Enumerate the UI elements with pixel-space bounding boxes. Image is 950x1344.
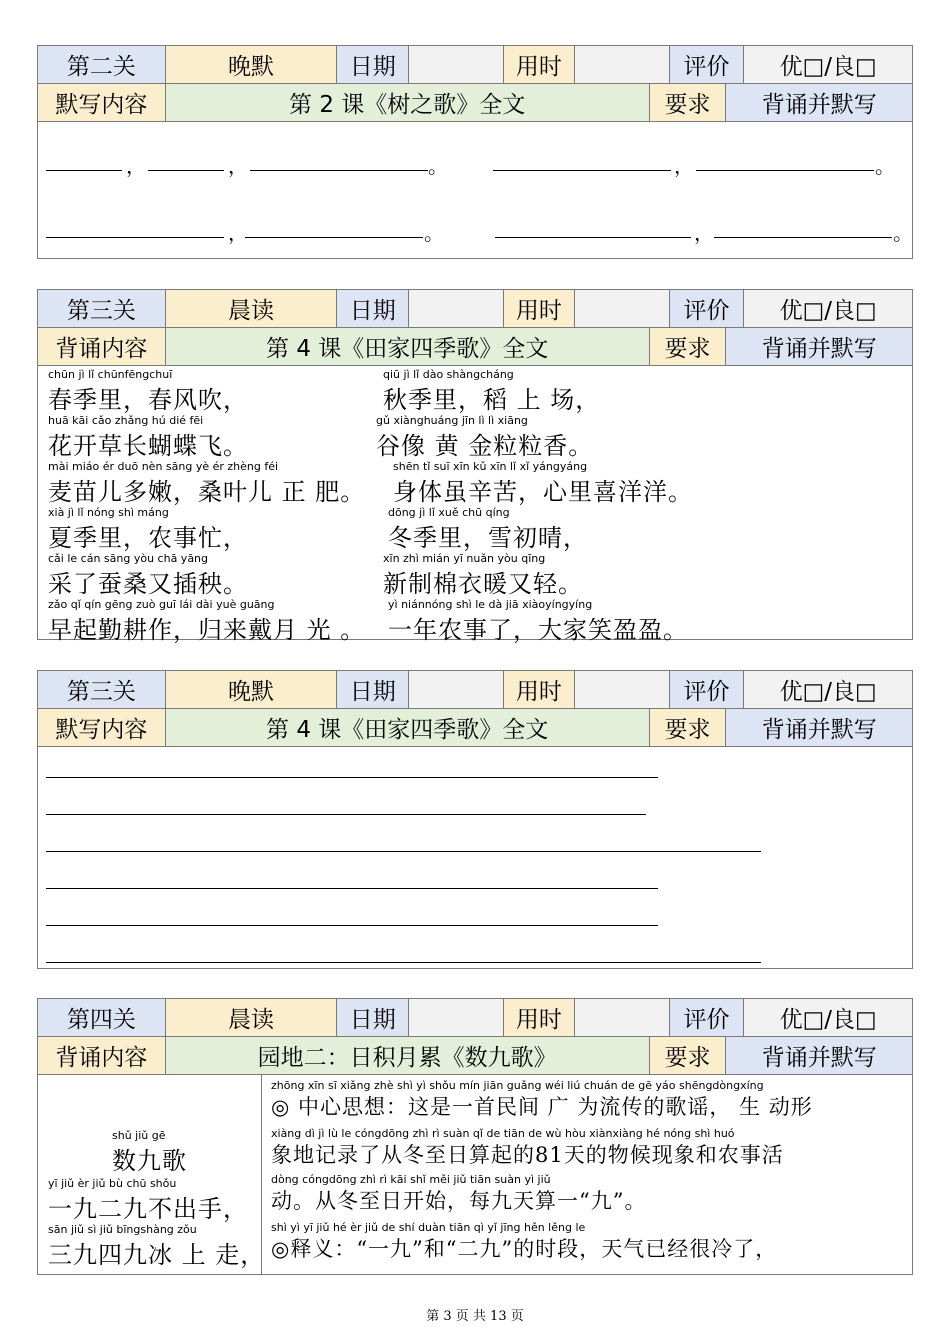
punctuation: ， (674, 154, 694, 178)
rating-options[interactable]: 优□/良□ (744, 290, 912, 327)
requirement-label: 要求 (650, 328, 727, 365)
level-label: 第四关 (38, 999, 166, 1036)
punctuation: 。 (875, 154, 895, 178)
hanzi: 麦苗儿多嫩，桑叶儿 正 肥。 (48, 478, 366, 506)
session-label: 晚默 (166, 46, 338, 83)
punctuation: 。 (893, 221, 913, 245)
hanzi: 早起勤耕作，归来戴月 光 。 (48, 616, 366, 644)
punctuation: ， (228, 221, 248, 245)
pinyin: dòng cóngdōng zhì rì kāi shǐ měi jiǔ tiān suàn yì jiǔ (271, 1173, 551, 1186)
punctuation: ， (228, 154, 248, 178)
rating-label: 评价 (670, 671, 745, 708)
section-4-header (38, 999, 912, 1037)
content-label: 背诵内容 (38, 328, 166, 365)
hanzi: 花开草长蝴蝶飞。 (48, 432, 248, 460)
hanzi: 身体虽辛苦，心里喜洋洋。 (393, 478, 693, 506)
writing-line[interactable] (46, 888, 658, 889)
pinyin: yì niánnóng shì le dà jiā xiàoyíngyíng (388, 598, 593, 611)
content-title: 第 2 课《树之歌》全文 (166, 84, 650, 121)
pinyin: qiū jì lǐ dào shàngcháng (383, 368, 514, 381)
poem-column (38, 1075, 266, 1274)
requirement-label: 要求 (650, 1037, 727, 1074)
time-label: 用时 (504, 46, 575, 83)
pinyin: shēn tǐ suī xīn kǔ xīn lǐ xǐ yángyáng (393, 460, 588, 473)
rating-options[interactable]: 优□/良□ (744, 671, 912, 708)
writing-line[interactable] (46, 814, 646, 815)
section-2-subheader (38, 328, 912, 366)
pinyin: xiàng dì jì lù le cóngdōng zhì rì suàn qǐ de tiān de wù hòu xiànxiàng hé nóng shì huó (271, 1127, 735, 1140)
date-field[interactable] (409, 290, 504, 327)
section-1-header (38, 46, 912, 84)
blank-line[interactable] (696, 170, 874, 171)
time-field[interactable] (575, 671, 670, 708)
session-label: 晨读 (166, 290, 338, 327)
time-field[interactable] (575, 999, 670, 1036)
blank-line[interactable] (714, 237, 892, 238)
level-label: 第二关 (38, 46, 166, 83)
section-2-card (37, 289, 913, 644)
blank-line[interactable] (245, 237, 423, 238)
requirement-label: 要求 (650, 709, 727, 746)
pinyin: xià jì lǐ nóng shì máng (48, 506, 169, 519)
date-field[interactable] (409, 46, 504, 83)
hanzi: 象地记录了从冬至日算起的81天的物候现象和农事活 (271, 1143, 784, 1167)
section-4-body (38, 1075, 912, 1274)
pinyin: mài miáo ér duō nèn sāng yè ér zhèng féi (48, 460, 279, 473)
requirement-value: 背诵并默写 (726, 1037, 912, 1074)
content-label: 背诵内容 (38, 1037, 166, 1074)
date-label: 日期 (337, 999, 409, 1036)
date-label: 日期 (337, 671, 409, 708)
pinyin: shì yì yī jiǔ hé èr jiǔ de shí duàn tiān qì yǐ jīng hěn lěng le (271, 1221, 586, 1234)
hanzi: 采了蚕桑又插秧。 (48, 570, 248, 598)
rating-label: 评价 (670, 46, 745, 83)
section-4-subheader (38, 1037, 912, 1075)
section-1-card (37, 45, 913, 259)
content-title: 园地二：日积月累《数九歌》 (166, 1037, 650, 1074)
rating-label: 评价 (670, 999, 745, 1036)
hanzi: 秋季里，稻 上 场， (383, 386, 601, 414)
writing-line[interactable] (46, 777, 658, 778)
writing-line[interactable] (46, 962, 761, 963)
hanzi: 春季里，春风吹， (48, 386, 248, 414)
hanzi: 动。从冬至日开始，每九天算一“九”。 (271, 1189, 647, 1213)
blank-line[interactable] (493, 170, 671, 171)
writing-line[interactable] (46, 851, 761, 852)
hanzi: 新制棉衣暖又轻。 (383, 570, 583, 598)
hanzi: 一九二九不出手， (48, 1195, 248, 1223)
section-2-header (38, 290, 912, 328)
hanzi: 数九歌 (112, 1147, 187, 1175)
blank-line[interactable] (46, 170, 122, 171)
hanzi: 一年农事了，大家笑盈盈。 (388, 616, 688, 644)
section-3-card (37, 670, 913, 969)
hanzi: 夏季里，农事忙， (48, 524, 248, 552)
punctuation: ， (694, 221, 714, 245)
blank-line[interactable] (148, 170, 224, 171)
time-label: 用时 (504, 671, 575, 708)
time-field[interactable] (575, 46, 670, 83)
level-label: 第三关 (38, 671, 166, 708)
section-4-card (37, 998, 913, 1275)
content-label: 默写内容 (38, 84, 166, 121)
requirement-label: 要求 (650, 84, 727, 121)
time-label: 用时 (504, 999, 575, 1036)
blank-line[interactable] (495, 237, 691, 238)
blank-line[interactable] (46, 237, 224, 238)
content-title: 第 4 课《田家四季歌》全文 (166, 328, 650, 365)
pinyin: yī jiǔ èr jiǔ bù chū shǒu (48, 1177, 177, 1190)
punctuation: 。 (428, 154, 448, 178)
section-3-subheader (38, 709, 912, 747)
punctuation: 。 (424, 221, 444, 245)
requirement-value: 背诵并默写 (726, 709, 912, 746)
hanzi: 冬季里，雪初晴， (388, 524, 588, 552)
content-label: 默写内容 (38, 709, 166, 746)
rating-options[interactable]: 优□/良□ (744, 46, 912, 83)
pinyin: gǔ xiànghuáng jīn lì lì xiāng (376, 414, 528, 427)
pinyin: chūn jì lǐ chūnfēngchuī (48, 368, 173, 381)
section-1-subheader (38, 84, 912, 122)
date-field[interactable] (409, 999, 504, 1036)
rating-options[interactable]: 优□/良□ (744, 999, 912, 1036)
session-label: 晚默 (166, 671, 338, 708)
pinyin: huā kāi cǎo zhǎng hú dié fēi (48, 414, 204, 427)
pinyin: zǎo qǐ qín gēng zuò guī lái dài yuè guāng (48, 598, 275, 611)
date-label: 日期 (337, 290, 409, 327)
punctuation: ， (126, 154, 146, 178)
pinyin: dōng jì lǐ xuě chū qíng (388, 506, 510, 519)
hanzi: 谷像 黄 金粒粒香。 (376, 432, 594, 460)
pinyin: sān jiǔ sì jiǔ bīngshàng zǒu (48, 1223, 197, 1236)
date-field[interactable] (409, 671, 504, 708)
pinyin: zhōng xīn sī xiǎng zhè shì yì shǒu mín jiān guǎng wéi liú chuán de gē yáo shēngdòngxíng (271, 1079, 764, 1092)
level-label: 第三关 (38, 290, 166, 327)
pinyin: cǎi le cán sāng yòu chā yāng (48, 552, 209, 565)
content-title: 第 4 课《田家四季歌》全文 (166, 709, 650, 746)
pinyin: xīn zhì mián yī nuǎn yòu qīng (383, 552, 546, 565)
hanzi: 三九四九冰 上 走， (48, 1241, 266, 1269)
section-3-header (38, 671, 912, 709)
date-label: 日期 (337, 46, 409, 83)
requirement-value: 背诵并默写 (726, 328, 912, 365)
writing-line[interactable] (46, 925, 658, 926)
pinyin: shǔ jiǔ gē (112, 1129, 166, 1142)
session-label: 晨读 (166, 999, 338, 1036)
page-footer: 第 3 页 共 13 页 (426, 1309, 524, 1324)
time-label: 用时 (504, 290, 575, 327)
rating-label: 评价 (670, 290, 745, 327)
time-field[interactable] (575, 290, 670, 327)
blank-line[interactable] (250, 170, 428, 171)
hanzi: ◎释义：“一九”和“二九”的时段，天气已经很冷了， (271, 1237, 778, 1261)
hanzi: ◎ 中心思想：这是一首民间 广 为流传的歌谣， 生 动形 (271, 1095, 813, 1119)
requirement-value: 背诵并默写 (726, 84, 912, 121)
